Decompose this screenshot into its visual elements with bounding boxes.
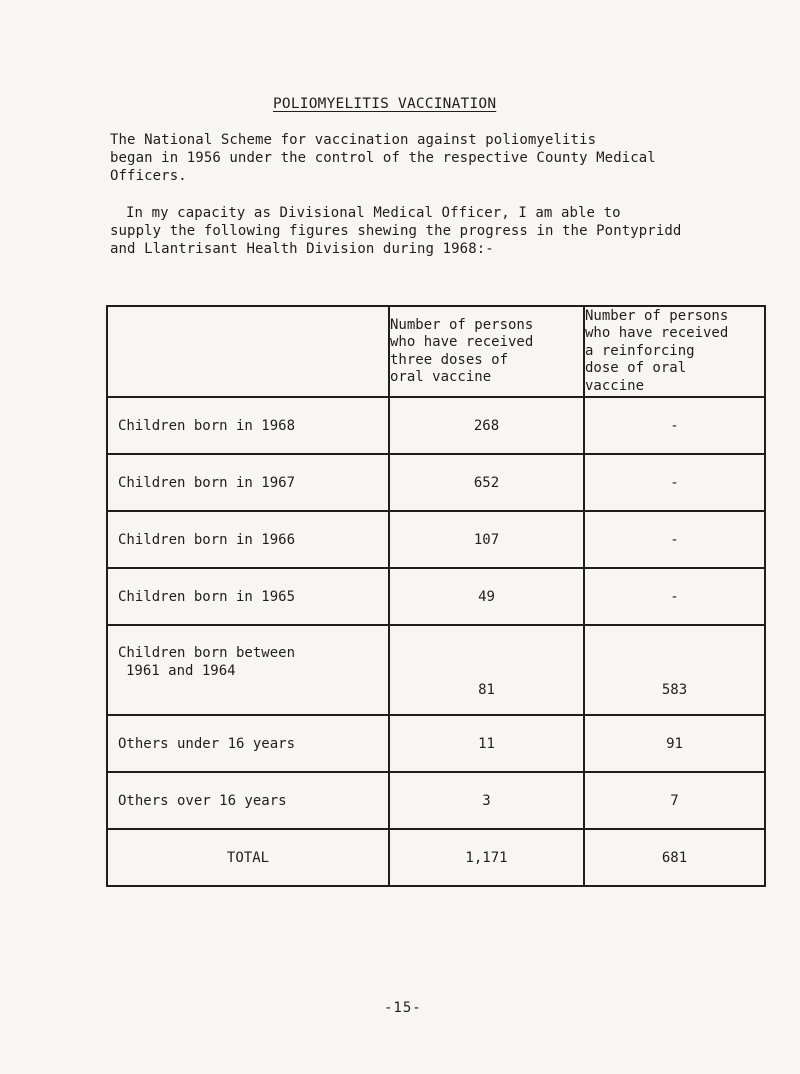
reinforcing-value: 583 — [584, 625, 765, 715]
table-row — [107, 715, 765, 772]
total-reinforcing: 681 — [584, 829, 765, 886]
reinforcing-value: - — [584, 568, 765, 625]
row-label: Others over 16 years — [107, 772, 389, 829]
total-row — [107, 829, 765, 886]
header-empty-cell — [107, 306, 389, 397]
paragraph-line: began in 1956 under the control of the respective County Medical — [110, 150, 656, 166]
row-label: Children born in 1968 — [107, 397, 389, 454]
paragraph-line: supply the following figures shewing the progress in the Pontypridd — [110, 223, 682, 239]
three-doses-value: 3 — [389, 772, 584, 829]
three-doses-value: 268 — [389, 397, 584, 454]
reinforcing-value: - — [584, 511, 765, 568]
table-row — [107, 625, 765, 715]
header-three-doses: Number of persons who have received three doses of oral vaccine — [389, 306, 584, 397]
table-row — [107, 454, 765, 511]
reinforcing-value: - — [584, 397, 765, 454]
table-row — [107, 772, 765, 829]
row-label: Children born in 1966 — [107, 511, 389, 568]
reinforcing-value: 7 — [584, 772, 765, 829]
row-label: Children born between 1961 and 1964 — [107, 625, 389, 715]
three-doses-value: 49 — [389, 568, 584, 625]
table-row — [107, 568, 765, 625]
row-label: Children born in 1965 — [107, 568, 389, 625]
table-row — [107, 511, 765, 568]
vaccination-table — [106, 305, 766, 887]
three-doses-value: 652 — [389, 454, 584, 511]
intro-paragraph — [110, 131, 770, 185]
row-label: Others under 16 years — [107, 715, 389, 772]
capacity-paragraph — [110, 204, 770, 258]
paragraph-line: In my capacity as Divisional Medical Officer, I am able to — [126, 205, 621, 221]
page-number: -15- — [384, 1000, 422, 1016]
header-reinforcing-dose: Number of persons who have received a reinforcing dose of oral vaccine — [584, 306, 765, 397]
row-label: Children born in 1967 — [107, 454, 389, 511]
paragraph-line: Officers. — [110, 168, 187, 184]
paragraph-line: The National Scheme for vaccination against poliomyelitis — [110, 132, 597, 148]
three-doses-value: 11 — [389, 715, 584, 772]
reinforcing-value: 91 — [584, 715, 765, 772]
total-three-doses: 1,171 — [389, 829, 584, 886]
paragraph-line: and Llantrisant Health Division during 1968:- — [110, 241, 494, 257]
page-title: POLIOMYELITIS VACCINATION — [273, 96, 497, 112]
total-label: TOTAL — [107, 829, 389, 886]
three-doses-value: 107 — [389, 511, 584, 568]
table-row — [107, 397, 765, 454]
table-header-row — [107, 306, 765, 397]
reinforcing-value: - — [584, 454, 765, 511]
three-doses-value: 81 — [389, 625, 584, 715]
